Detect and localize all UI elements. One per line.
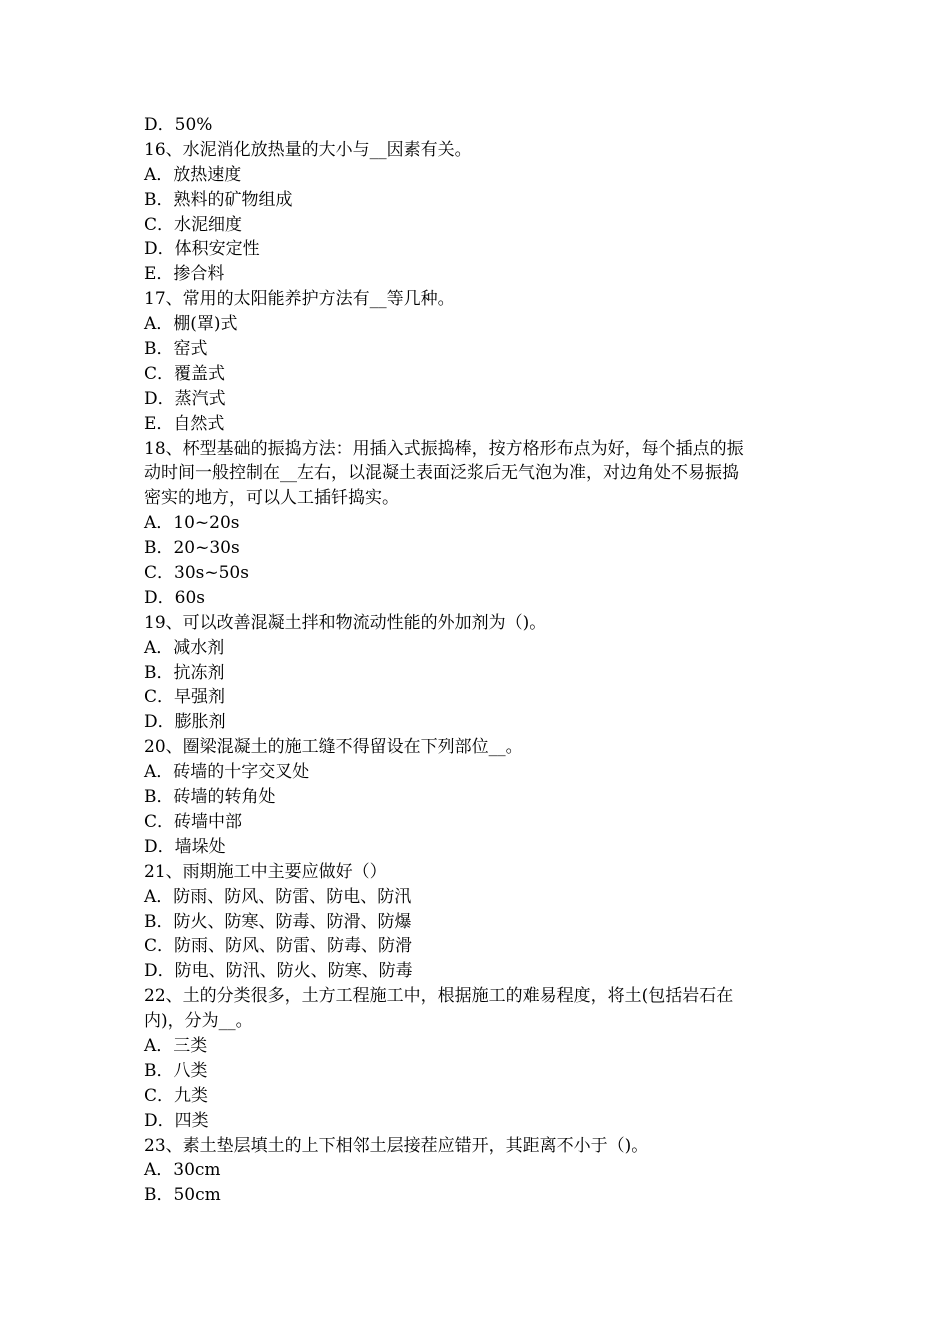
- question-line: 16、水泥消化放热量的大小与__因素有关。: [144, 139, 472, 160]
- option-line: D．膨胀剂: [144, 712, 226, 733]
- option-line: A．30cm: [144, 1160, 221, 1181]
- option-line: B．防火、防寒、防毒、防滑、防爆: [144, 911, 412, 932]
- question-line: 20、圈梁混凝土的施工缝不得留设在下列部位__。: [144, 737, 523, 758]
- option-line: C．砖墙中部: [144, 811, 243, 832]
- question-line: 18、杯型基础的振捣方法：用插入式振捣棒，按方格形布点为好，每个插点的振: [144, 438, 744, 459]
- option-line: D．蒸汽式: [144, 388, 226, 409]
- option-line: C．水泥细度: [144, 214, 243, 235]
- option-line: A．10~20s: [144, 513, 240, 534]
- option-line: B．50cm: [144, 1185, 221, 1206]
- option-line: A．减水剂: [144, 637, 225, 658]
- option-line: E．掺合料: [144, 264, 225, 285]
- option-line: A．棚(罩)式: [144, 314, 238, 335]
- option-line: D．60s: [144, 587, 205, 608]
- option-line: A．防雨、防风、防雷、防电、防汛: [144, 886, 412, 907]
- option-line: A．砖墙的十字交叉处: [144, 762, 310, 783]
- option-line: E．自然式: [144, 413, 225, 434]
- option-line: C．覆盖式: [144, 363, 226, 384]
- option-line: A．放热速度: [144, 164, 242, 185]
- option-line: C．30s~50s: [144, 563, 249, 584]
- question-line: 19、可以改善混凝土拌和物流动性能的外加剂为（)。: [144, 612, 547, 633]
- option-line: B．熟料的矿物组成: [144, 189, 293, 210]
- option-line: B．砖墙的转角处: [144, 787, 276, 808]
- option-line: D．50%: [144, 115, 213, 135]
- question-line: 17、常用的太阳能养护方法有__等几种。: [144, 289, 455, 310]
- option-line: D．四类: [144, 1110, 209, 1131]
- question-line: 21、雨期施工中主要应做好（）: [144, 861, 387, 882]
- option-line: D．墙垛处: [144, 836, 226, 857]
- question-line: 动时间一般控制在__左右，以混凝土表面泛浆后无气泡为准，对边角处不易振捣: [144, 463, 739, 484]
- option-line: C．九类: [144, 1085, 209, 1106]
- question-line: 22、土的分类很多，土方工程施工中，根据施工的难易程度，将土(包括岩石在: [144, 986, 734, 1007]
- option-line: A．三类: [144, 1035, 208, 1056]
- option-line: B．窑式: [144, 339, 208, 360]
- document-page: [144, 113, 816, 1208]
- option-line: B．20~30s: [144, 538, 240, 559]
- option-line: D．体积安定性: [144, 239, 260, 260]
- option-line: D．防电、防汛、防火、防寒、防毒: [144, 961, 413, 982]
- option-line: B．八类: [144, 1060, 208, 1081]
- option-line: C．早强剂: [144, 687, 226, 708]
- question-line: 内)，分为__。: [144, 1011, 253, 1032]
- question-line: 密实的地方，可以人工插钎捣实。: [144, 488, 399, 509]
- question-line: 23、素土垫层填土的上下相邻土层接茬应错开，其距离不小于（)。: [144, 1135, 649, 1156]
- option-line: B．抗冻剂: [144, 662, 225, 683]
- option-line: C．防雨、防风、防雷、防毒、防滑: [144, 936, 413, 957]
